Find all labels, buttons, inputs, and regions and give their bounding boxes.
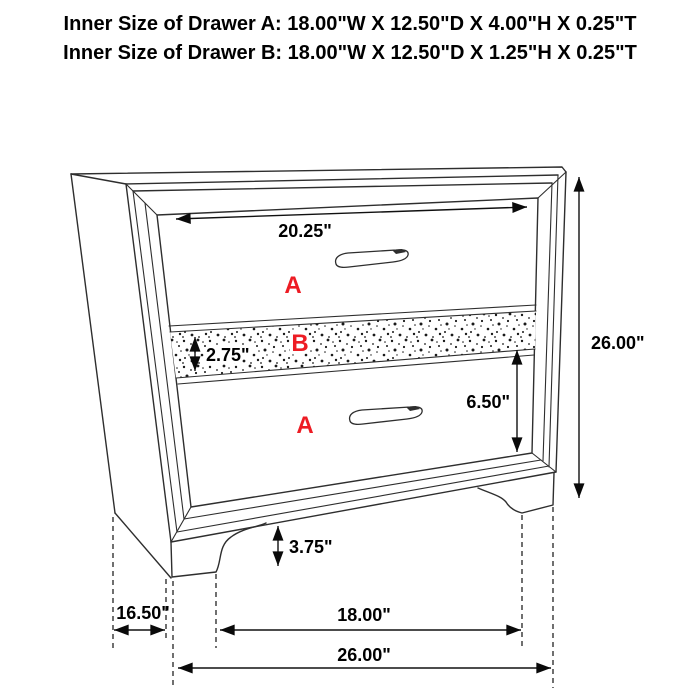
dim-lower-drawer-height bbox=[466, 350, 517, 452]
header-line-2: Inner Size of Drawer B: 18.00"W X 12.50"D X 1.25"H X 0.25"T bbox=[63, 42, 637, 64]
dim-label-depth: 16.50" bbox=[116, 603, 170, 623]
left-foot bbox=[171, 523, 266, 577]
side-outer-edge bbox=[71, 174, 115, 513]
miter-top-left bbox=[126, 184, 157, 215]
dim-label-strip-height: 2.75" bbox=[206, 345, 250, 365]
dim-label-foot-height: 3.75" bbox=[289, 537, 333, 557]
dim-arrow-opening-width bbox=[176, 207, 527, 219]
miter-bottom-right bbox=[532, 453, 556, 472]
extension-lines bbox=[113, 507, 553, 688]
dim-total-height bbox=[579, 177, 645, 498]
side-bottom-edge bbox=[115, 513, 171, 578]
top-lip-edge bbox=[126, 175, 558, 184]
frame-bottom-line-1 bbox=[184, 460, 541, 519]
dim-depth bbox=[114, 603, 170, 630]
frame-left-line-1 bbox=[133, 191, 177, 532]
drawer-b-label: B bbox=[291, 330, 309, 357]
dim-label-feet-span: 18.00" bbox=[337, 605, 391, 625]
dim-label-total-width: 26.00" bbox=[337, 645, 391, 665]
top-molding bbox=[71, 167, 566, 191]
top-left-bevel bbox=[71, 174, 126, 184]
bottom-drawer-handle bbox=[350, 406, 423, 424]
left-side-panel bbox=[71, 174, 171, 578]
top-drawer-handle bbox=[336, 249, 409, 267]
dim-label-total-height: 26.00" bbox=[591, 333, 645, 353]
dim-foot-height bbox=[278, 526, 333, 566]
dim-total-width bbox=[178, 645, 551, 668]
drawer-a-bottom-label: A bbox=[296, 412, 314, 439]
top-outer-edge bbox=[71, 167, 566, 174]
top-lip-bottom-edge bbox=[133, 183, 552, 191]
frame-right-outer-edge bbox=[556, 172, 566, 472]
bracket-feet bbox=[171, 473, 554, 577]
dim-feet-span bbox=[220, 605, 521, 630]
frame-bottom-line-2 bbox=[177, 466, 549, 532]
frame-bottom-outer-edge bbox=[171, 472, 556, 542]
dim-label-lower-drawer-height: 6.50" bbox=[466, 392, 510, 412]
header-line-1: Inner Size of Drawer A: 18.00"W X 12.50"D X 4.00"H X 0.25"T bbox=[63, 13, 637, 35]
dim-label-opening-width: 20.25" bbox=[278, 221, 332, 241]
drawer-a-top-label: A bbox=[284, 272, 302, 299]
